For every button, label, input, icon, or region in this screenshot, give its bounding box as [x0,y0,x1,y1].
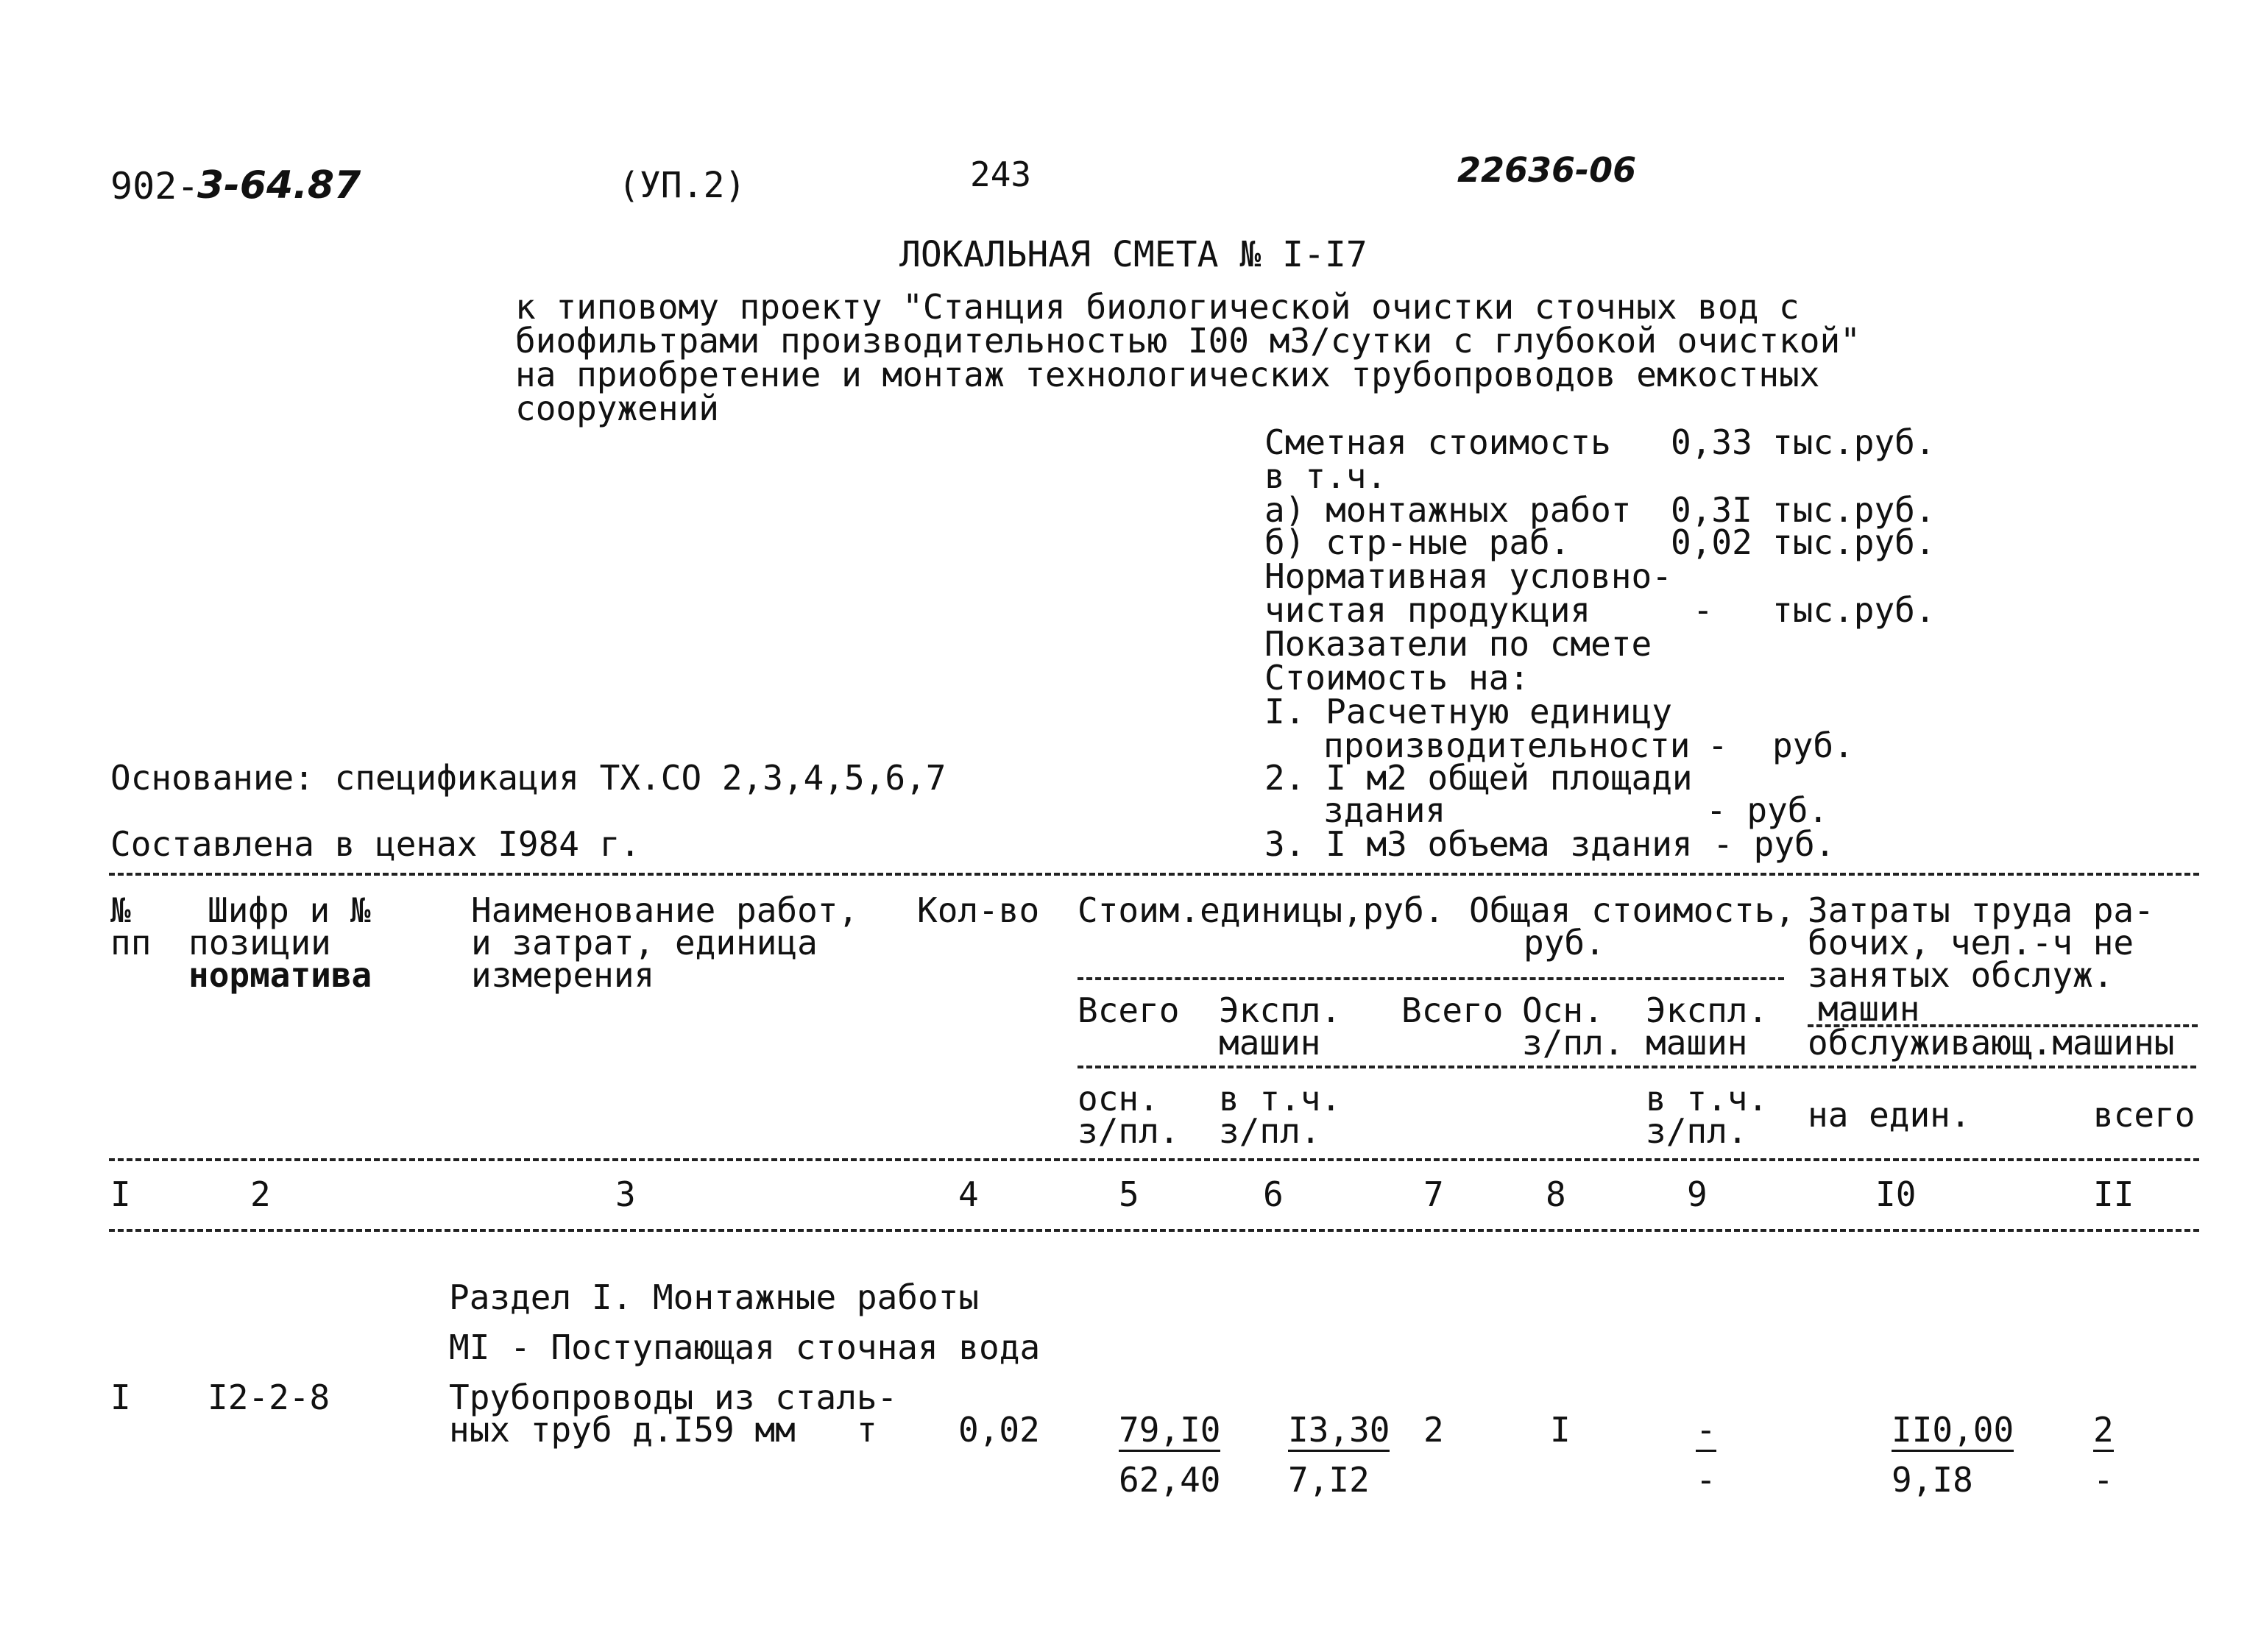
estimate-cost-label: Сметная стоимость [1264,422,1611,462]
row-unit-cost-total: 79,I0 [1119,1413,1220,1452]
estimate-cost-unit: тыс.руб. [1772,422,1936,462]
row-machine-cost: I3,30 [1288,1413,1390,1452]
header-sub-rule-1 [1078,977,1784,980]
row-number: I [110,1378,131,1417]
row-total-machine: - [1696,1413,1716,1452]
col-number-3: 3 [615,1174,636,1214]
col9-header-top-1: Экспл. [1646,990,1769,1030]
col6-header-top-2: машин [1219,1023,1321,1063]
including-label: в т.ч. [1264,456,1387,496]
page-number: 243 [970,155,1032,194]
col-number-2: 2 [250,1174,271,1214]
col-number-4: 4 [958,1174,979,1214]
col-number-10: I0 [1875,1174,1917,1214]
indicator-1-unit: руб. [1772,726,1854,765]
subtitle-line-4: сооружений [515,389,719,428]
col5-header-bottom-2: з/пл. [1078,1111,1180,1151]
indicator-1-value: - [1708,726,1728,765]
indicator-2-line-2: здания [1323,790,1446,830]
normative-label-2: чистая продукция [1264,590,1591,630]
col-number-1: I [110,1174,131,1214]
basis-line: Основание: спецификация ТХ.СО 2,3,4,5,6,7 [110,758,946,798]
col11-header-bottom: всего [2093,1095,2195,1135]
normative-value: - [1693,590,1713,630]
indicator-2-line-1: 2. I м2 общей площади [1264,758,1693,798]
row-total-cost: 2 [1423,1410,1444,1450]
col-number-6: 6 [1263,1174,1284,1214]
row-labor-unit-machine: 9,I8 [1892,1460,1973,1500]
row-total-wages: I [1550,1410,1571,1450]
indicators-label: Показатели по смете [1264,624,1652,664]
row-machine-wages: 7,I2 [1288,1460,1370,1500]
col4-header: Кол-во [917,890,1040,930]
installation-value: 0,3I [1671,490,1752,530]
installation-label: а) монтажных работ [1264,490,1632,530]
row-labor-total-machine: - [2093,1460,2114,1500]
col3-header-3: измерения [471,955,655,995]
col-number-8: 8 [1546,1174,1566,1214]
col1-header-2: пп [110,923,152,963]
labor-header-5: обслуживающ.машины [1808,1023,2175,1063]
col3-header-2: и затрат, единица [471,923,818,963]
total-cost-header-2: руб. [1524,923,1605,963]
volume-label: (УП.2) [618,165,746,206]
col2-header-2: позиции [188,923,331,963]
row-labor-unit: II0,00 [1892,1413,2014,1452]
construction-label: б) стр-ные раб. [1264,522,1571,562]
indicator-1-line-1: I. Расчетную единицу [1264,692,1672,731]
col-number-5: 5 [1119,1174,1139,1214]
col-number-11: II [2093,1174,2134,1214]
cost-on-label: Стоимость на: [1264,658,1530,698]
col5-header-top: Всего [1078,990,1180,1030]
labor-header-1: Затраты труда ра- [1808,890,2154,930]
col9-header-bottom-1: в т.ч. [1646,1079,1769,1119]
numbers-bottom-rule [109,1229,2199,1232]
indicator-1-line-2: производительности [1323,726,1691,765]
row-total-machine-wages: - [1696,1460,1716,1500]
row-unit: т [857,1410,877,1450]
subtitle-line-1: к типовому проекту "Станция биологической очистки сточных вод с [515,287,1800,327]
labor-header-3: занятых обслуж. [1808,955,2114,995]
col-number-9: 9 [1687,1174,1708,1214]
labor-header-2: бочих, чел.-ч не [1808,923,2134,963]
subtitle-line-3: на приобретение и монтаж технологических трубопроводов емкостных [515,355,1820,394]
col5-header-bottom-1: осн. [1078,1079,1159,1119]
total-cost-header-1: Общая стоимость, [1469,890,1796,930]
inventory-number: 22636-06 [1457,150,1637,190]
col3-header-1: Наименование работ, [471,890,859,930]
col9-header-bottom-2: з/пл. [1646,1111,1748,1151]
col10-header-bottom: на един. [1808,1095,1971,1135]
col8-header-top-2: з/пл. [1522,1023,1624,1063]
section-title: Раздел I. Монтажные работы [449,1277,980,1317]
row-unit-cost-wages: 62,40 [1119,1460,1221,1500]
col1-header-1: № [110,890,131,930]
col6-header-top-1: Экспл. [1219,990,1342,1030]
col6-header-bottom-1: в т.ч. [1219,1079,1342,1119]
indicator-3: 3. I м3 объема здания - руб. [1264,824,1836,864]
col8-header-top-1: Осн. [1522,990,1604,1030]
col2-header-3: норматива [188,955,372,995]
col-number-7: 7 [1423,1174,1444,1214]
row-quantity: 0,02 [958,1410,1040,1450]
header-sub-rule-2 [1078,1066,2196,1068]
construction-unit: тыс.руб. [1772,522,1936,562]
col7-header-top: Всего [1401,990,1504,1030]
col2-header-1: Шифр и № [208,890,371,930]
estimate-cost-value: 0,33 [1671,422,1752,462]
document-title: ЛОКАЛЬНАЯ СМЕТА № I-I7 [899,234,1367,275]
project-code-prefix: 902- [110,165,199,208]
header-sub-rule-labor [1808,1024,2198,1027]
indicator-2-value: - руб. [1706,790,1829,830]
labor-header-4: машин [1818,989,1920,1029]
row-name-2: ных труб д.I59 мм [449,1410,796,1450]
construction-value: 0,02 [1671,522,1752,562]
normative-label-1: Нормативная условно- [1264,556,1672,596]
table-top-rule [109,873,2199,876]
row-labor-total: 2 [2093,1413,2114,1452]
subtitle-line-2: биофильтрами производительностью I00 м3/сутки с глубокой очисткой" [515,321,1861,361]
header-bottom-rule [109,1158,2199,1161]
col6-header-bottom-2: з/пл. [1219,1111,1321,1151]
normative-unit: тыс.руб. [1772,590,1936,630]
unit-cost-header: Стоим.единицы,руб. [1078,890,1445,930]
installation-unit: тыс.руб. [1772,490,1936,530]
row-code: I2-2-8 [208,1378,330,1417]
col9-header-top-2: машин [1646,1023,1748,1063]
row-name-1: Трубопроводы из сталь- [449,1378,898,1417]
project-code-suffix: 3-64.87 [197,163,361,208]
prices-line: Составлена в ценах I984 г. [110,824,641,864]
section-subtitle: МI - Поступающая сточная вода [449,1327,1041,1367]
